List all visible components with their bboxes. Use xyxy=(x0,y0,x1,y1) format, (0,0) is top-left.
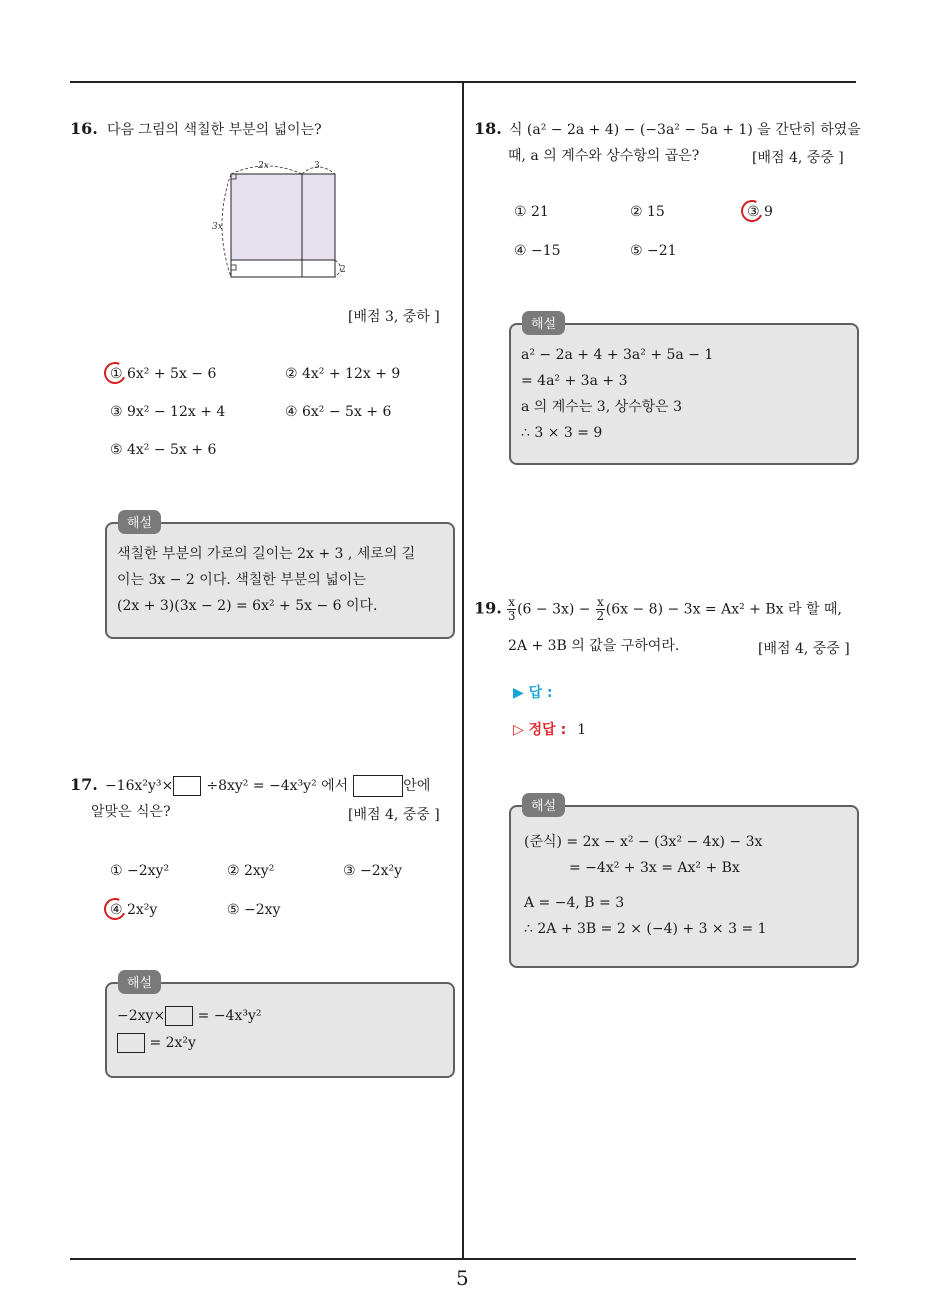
q18-question xyxy=(474,116,861,144)
q17-explanation-line-1: −2xy× = −4x³y² xyxy=(117,1008,262,1024)
q17-blank-box-2 xyxy=(353,775,403,797)
q18-explanation-line-4: ∴ 3 × 3 = 9 xyxy=(521,425,603,441)
q18-explanation-line-1: a² − 2a + 4 + 3a² + 5a − 1 xyxy=(521,347,714,363)
q17-meta: [배점 4, 중중 ] xyxy=(348,807,440,823)
q17-text-b: ÷8xy² = −4x³y² 에서 xyxy=(206,778,349,794)
q18-explanation-line-3: a 의 계수는 3, 상수항은 3 xyxy=(521,399,683,415)
page-number: 5 xyxy=(456,1266,469,1290)
q19-explanation-tag: 해설 xyxy=(522,793,565,817)
bottom-rule xyxy=(70,1258,856,1260)
q18-explanation-line-2: = 4a² + 3a + 3 xyxy=(521,373,628,389)
q19-explanation-line-3: A = −4, B = 3 xyxy=(524,895,625,911)
q16-choice-5[interactable]: ⑤ 4x² − 5x + 6 xyxy=(110,442,217,458)
q16-meta: [배점 3, 중하 ] xyxy=(348,309,440,325)
q19-explanation-line-1: (준식) = 2x − x² − (3x² − 4x) − 3x xyxy=(524,834,763,850)
q19-explanation-line-2: = −4x² + 3x = Ax² + Bx xyxy=(569,860,740,876)
q19-number: 19. xyxy=(474,598,502,618)
label-top-3: 3 xyxy=(314,161,320,171)
q19-correct-answer xyxy=(513,719,586,739)
q17-explain-blank-1 xyxy=(165,1006,193,1026)
q16-number: 16. xyxy=(70,119,98,138)
q18-choice-2[interactable]: ② 15 xyxy=(630,204,665,220)
q17-text-c: 안에 xyxy=(403,778,431,794)
q19-answer-label: ▶ 답 : xyxy=(513,685,553,701)
q18-meta: [배점 4, 중중 ] xyxy=(752,150,844,166)
q16-question xyxy=(70,116,322,144)
selected-mark xyxy=(101,359,129,387)
q18-explanation-tag: 해설 xyxy=(522,311,565,335)
q16-choice-3[interactable]: ③ 9x² − 12x + 4 xyxy=(110,404,226,420)
q16-explanation-tag: 해설 xyxy=(118,510,161,534)
q19-fraction-1: $\frac{x}{3}$ xyxy=(507,595,516,623)
q19-correct-value: 1 xyxy=(577,722,587,738)
q18-text: 식 (a² − 2a + 4) − (−3a² − 5a + 1) 을 간단히 하였을 xyxy=(508,122,861,138)
q17-question xyxy=(70,772,430,800)
selected-mark xyxy=(101,895,129,923)
q16-explanation-line-1: 색칠한 부분의 가로의 길이는 2x + 3 , 세로의 길 xyxy=(117,546,416,562)
q19-text-2: 2A + 3B 의 값을 구하여라. xyxy=(508,638,680,654)
q17-choice-4[interactable]: ④ 2x²y xyxy=(110,902,157,918)
q16-figure xyxy=(208,155,358,285)
q17-number: 17. xyxy=(70,775,98,794)
label-left-3x: 3x xyxy=(212,222,223,232)
q16-choice-4[interactable]: ④ 6x² − 5x + 6 xyxy=(285,404,392,420)
q18-choice-5[interactable]: ⑤ −21 xyxy=(630,243,677,259)
unshaded-strip xyxy=(231,260,335,277)
q17-text-a: −16x²y³× xyxy=(104,778,174,794)
q17-text-2: 알맞은 식은? xyxy=(91,804,171,820)
q17-choice-2[interactable]: ② 2xy² xyxy=(227,863,275,879)
q19-fraction-2: $\frac{x}{2}$ xyxy=(596,595,605,623)
q16-explanation-line-2: 이는 3x − 2 이다. 색칠한 부분의 넓이는 xyxy=(117,572,366,588)
q19-explanation-line-4: ∴ 2A + 3B = 2 × (−4) + 3 × 3 = 1 xyxy=(524,921,767,937)
q18-choice-1[interactable]: ① 21 xyxy=(514,204,549,220)
q17-choice-1[interactable]: ① −2xy² xyxy=(110,863,170,879)
q17-explanation-line-2: = 2x²y xyxy=(117,1030,196,1056)
q16-text: 다음 그림의 색칠한 부분의 넓이는? xyxy=(106,122,322,138)
q17-choice-3[interactable]: ③ −2x²y xyxy=(343,863,403,879)
q17-blank-box xyxy=(173,776,201,796)
q19-correct-label: ▷ 정답 : xyxy=(513,722,567,738)
selected-mark xyxy=(738,197,766,225)
shaded-region xyxy=(231,174,335,260)
q18-choice-3[interactable]: ③ 9 xyxy=(747,204,773,220)
q17-explain-blank-2 xyxy=(117,1033,145,1053)
q19-question: 19. $\frac{x}{3}$ (6 − 3x) − $\frac{x}{2}$ (6x − 8) − 3x = Ax² + Bx 라 할 때, xyxy=(474,595,842,623)
q18-text-2: 때, a 의 계수와 상수항의 곱은? xyxy=(508,148,700,164)
q16-choice-2[interactable]: ② 4x² + 12x + 9 xyxy=(285,366,401,382)
q18-choice-4[interactable]: ④ −15 xyxy=(514,243,561,259)
q18-number: 18. xyxy=(474,119,502,138)
q19-meta: [배점 4, 중중 ] xyxy=(758,641,850,657)
q16-choice-1[interactable]: ① 6x² + 5x − 6 xyxy=(110,366,216,382)
q17-explanation-tag: 해설 xyxy=(118,970,161,994)
column-divider xyxy=(462,83,464,1259)
label-right-2: 2 xyxy=(340,265,346,275)
q16-explanation-line-3: (2x + 3)(3x − 2) = 6x² + 5x − 6 이다. xyxy=(117,598,378,614)
q17-choice-5[interactable]: ⑤ −2xy xyxy=(227,902,281,918)
label-top-2x: 2x xyxy=(258,161,269,171)
